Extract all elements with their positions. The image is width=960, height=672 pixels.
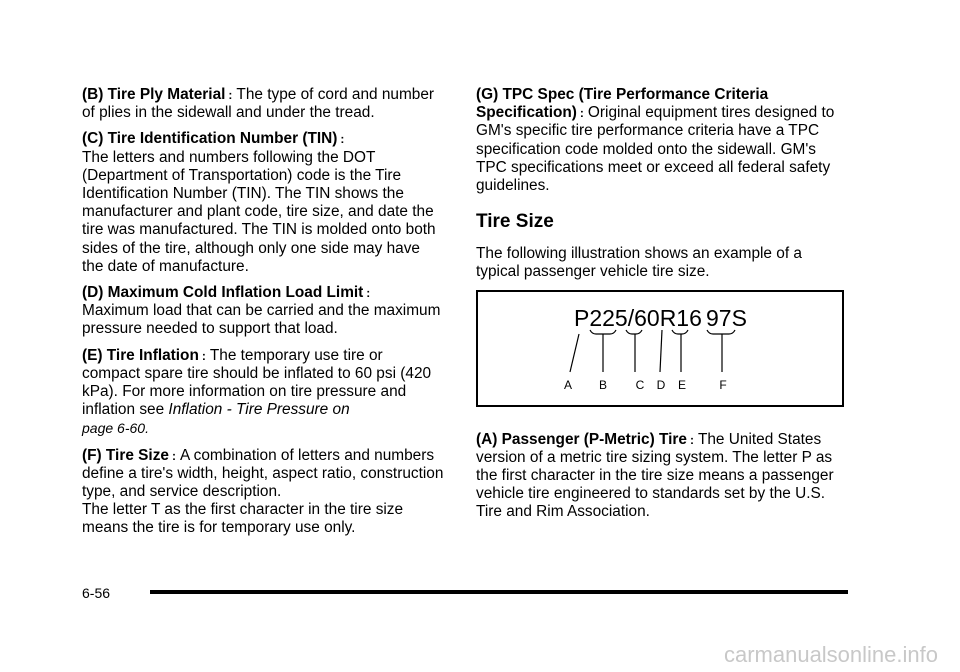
- service-code-text: 97S: [706, 304, 747, 331]
- definition-text: The type of cord and number of plies in the sidewall and under the tread.: [82, 86, 435, 122]
- term-label: (C) Tire Identification Number (TIN): [82, 130, 338, 148]
- entry-tire-identification-number: (C) Tire Identification Number (TIN) : The letters and numbers following the DOT (Department of Transportation) code is the Tire Identification Number (TIN). The TIN shows the manufacturer and plant code, tire size, and date the tire was manufactured. The TIN is molded onto both sides of the tire, although only one side may have the date of manufacture.: [82, 130, 436, 275]
- callout-d: [660, 330, 662, 372]
- cross-reference-link[interactable]: Inflation - Tire Pressure on: [168, 401, 350, 419]
- definition-text: The temporary use tire or compact spare tire should be inflated to 60 psi (420 kPa). For more information on tire pressure and inflation see: [82, 346, 432, 419]
- entry-tpc-spec: (G) TPC Spec (Tire Performance Criteria Specification) : Original equipment tires designed to GM's specific tire performance criteria have a TPC specification code molded onto the sidewall. GM's TPC specifications meet or exceed all federal safety guidelines.: [476, 86, 835, 195]
- definition-text: The letters and numbers following the DOT (Department of Transportation) code is the Tire Identification Number (TIN). The TIN shows the manufacturer and plant code, tire size, and date the tire was manufactured. The TIN is molded onto both sides of the tire, although only one side may have the date of manufacture.: [82, 148, 436, 275]
- left-column: [82, 86, 444, 546]
- section-heading-tire-size: Tire Size: [476, 211, 554, 233]
- definition-text-2: The letter T as the first character in the tire size means the tire is for temporary use only.: [82, 501, 404, 537]
- term-label: (E) Tire Inflation: [82, 346, 199, 364]
- cross-reference-page[interactable]: page 6-60: [82, 420, 146, 437]
- entry-tire-size: (F) Tire Size : A combination of letters and numbers define a tire's width, height, aspect ratio, construction type, and service description. The letter T as the first character in the tire size means the tire is for temporary use only.: [82, 446, 444, 537]
- label-c: C: [635, 377, 645, 392]
- label-f: F: [719, 377, 727, 392]
- entry-passenger-tire: (A) Passenger (P-Metric) Tire : The United States version of a metric tire sizing system. The letter P as the first character in the tire size means a passenger vehicle tire engineered to standards set by the U.S. Tire and Rim Association.: [476, 430, 834, 521]
- definition-text: The United States version of a metric tire sizing system. The letter P as the first character in the tire size means a passenger vehicle tire engineered to standards set by the U.S. Tire and Rim Association.: [476, 430, 834, 521]
- definition-text: Original equipment tires designed to GM's specific tire performance criteria have a TPC specification code molded onto the sidewall. GM's TPC specifications meet or exceed all federal safety guidelines.: [476, 104, 835, 195]
- definition-text: A combination of letters and numbers define a tire's width, height, aspect ratio, construction type, and service description.: [82, 446, 444, 501]
- term-label: (D) Maximum Cold Inflation Load Limit: [82, 284, 364, 302]
- tire-size-illustration: [476, 290, 844, 407]
- page-number: 6-56: [82, 585, 111, 601]
- label-d: D: [656, 377, 666, 392]
- label-b: B: [598, 377, 608, 392]
- term-label: (G) TPC Spec (Tire Performance Criteria Specification): [476, 86, 769, 122]
- term-label: (B) Tire Ply Material: [82, 86, 226, 103]
- entry-tire-ply-material: (B) Tire Ply Material : The type of cord and number of plies in the sidewall and under the tread.: [82, 86, 435, 122]
- entry-tire-inflation: (E) Tire Inflation : The temporary use tire or compact spare tire should be inflated to 60 psi (420 kPa). For more information on tire pressure and inflation see Inflation - Tire Pressure on page 6-60.: [82, 346, 432, 437]
- term-label: (F) Tire Size: [82, 446, 169, 464]
- callout-lines: [570, 330, 735, 372]
- definition-text: Maximum load that can be carried and the maximum pressure needed to support that load.: [82, 302, 441, 338]
- label-a: A: [563, 377, 573, 392]
- entry-max-cold-inflation-load-limit: (D) Maximum Cold Inflation Load Limit : Maximum load that can be carried and the maximum pressure needed to support that load.: [82, 284, 441, 338]
- callout-a: [570, 334, 579, 372]
- tire-size-diagram: [478, 292, 842, 405]
- size-code-text: P225/60R16: [574, 304, 702, 331]
- term-label: (A) Passenger (P-Metric) Tire: [476, 430, 687, 448]
- watermark: carmanualsonline.info: [723, 642, 938, 667]
- label-e: E: [677, 377, 687, 392]
- right-column: [476, 86, 848, 530]
- footer-rule: [150, 590, 848, 594]
- intro-text: The following illustration shows an example of a typical passenger vehicle tire size.: [476, 245, 802, 281]
